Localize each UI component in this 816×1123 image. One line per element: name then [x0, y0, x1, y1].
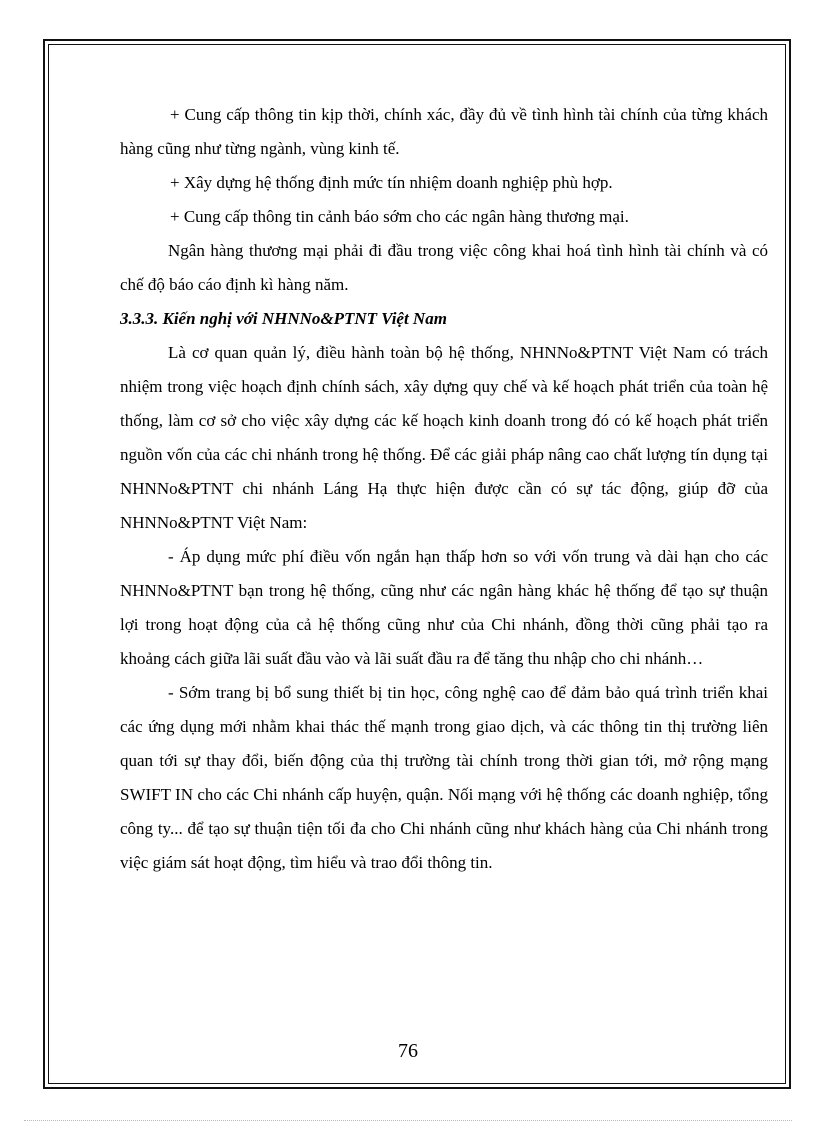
paragraph-disclosure: Ngân hàng thương mại phải đi đầu trong việc công khai hoá tình hình tài chính và có chế độ báo cáo định kì hàng năm.	[120, 241, 768, 294]
paragraph-technology: - Sớm trang bị bổ sung thiết bị tin học, công nghệ cao để đảm bảo quá trình triển khai các ứng dụng mới nhằm khai thác thế mạnh trong giao dịch, và các thông tin thị trường liên quan tới sự thay đổi, biến động của thị trường tài chính trong thời gian tới, mở rộng mạng SWIFT IN cho các Chi nhánh cấp huyện, quận. Nối mạng với hệ thống các doanh nghiệp, tổng công ty... để tạo sự thuận tiện tối đa cho Chi nhánh cũng như khách hàng của Chi nhánh trong việc giám sát hoạt động, tìm hiểu và trao đổi thông tin.	[120, 683, 768, 872]
section-heading: 3.3.3. Kiến nghị với NHNNo&PTNT Việt Nam	[120, 309, 447, 328]
page-number: 76	[398, 1040, 418, 1062]
paragraph-bullet-2: + Xây dựng hệ thống định mức tín nhiệm doanh nghiệp phù hợp.	[170, 173, 613, 192]
paragraph-bullet-1: + Cung cấp thông tin kịp thời, chính xác, đầy đủ về tình hình tài chính của từng khách hàng cũng như từng ngành, vùng kinh tế.	[120, 105, 768, 158]
paragraph-role: Là cơ quan quản lý, điều hành toàn bộ hệ thống, NHNNo&PTNT Việt Nam có trách nhiệm trong việc hoạch định chính sách, xây dựng quy chế và kế hoạch phát triển của toàn hệ thống, làm cơ sở cho việc xây dựng các kế hoạch kinh doanh trong đó có kế hoạch phát triển nguồn vốn của các chi nhánh trong hệ thống. Để các giải pháp nâng cao chất lượng tín dụng tại NHNNo&PTNT chi nhánh Láng Hạ thực hiện được cần có sự tác động, giúp đỡ của NHNNo&PTNT Việt Nam:	[120, 343, 768, 532]
document-body	[120, 98, 768, 880]
bottom-dotted-rule	[24, 1120, 792, 1121]
paragraph-fee: - Áp dụng mức phí điều vốn ngắn hạn thấp hơn so với vốn trung và dài hạn cho các NHNNo&PTNT bạn trong hệ thống, cũng như các ngân hàng khác hệ thống để tạo sự thuận lợi trong hoạt động của cả hệ thống cũng như của Chi nhánh, đồng thời cũng phải tạo ra khoảng cách giữa lãi suất đầu vào và lãi suất đầu ra để tăng thu nhập cho chi nhánh…	[120, 547, 768, 668]
paragraph-bullet-3: + Cung cấp thông tin cảnh báo sớm cho các ngân hàng thương mại.	[170, 207, 629, 226]
